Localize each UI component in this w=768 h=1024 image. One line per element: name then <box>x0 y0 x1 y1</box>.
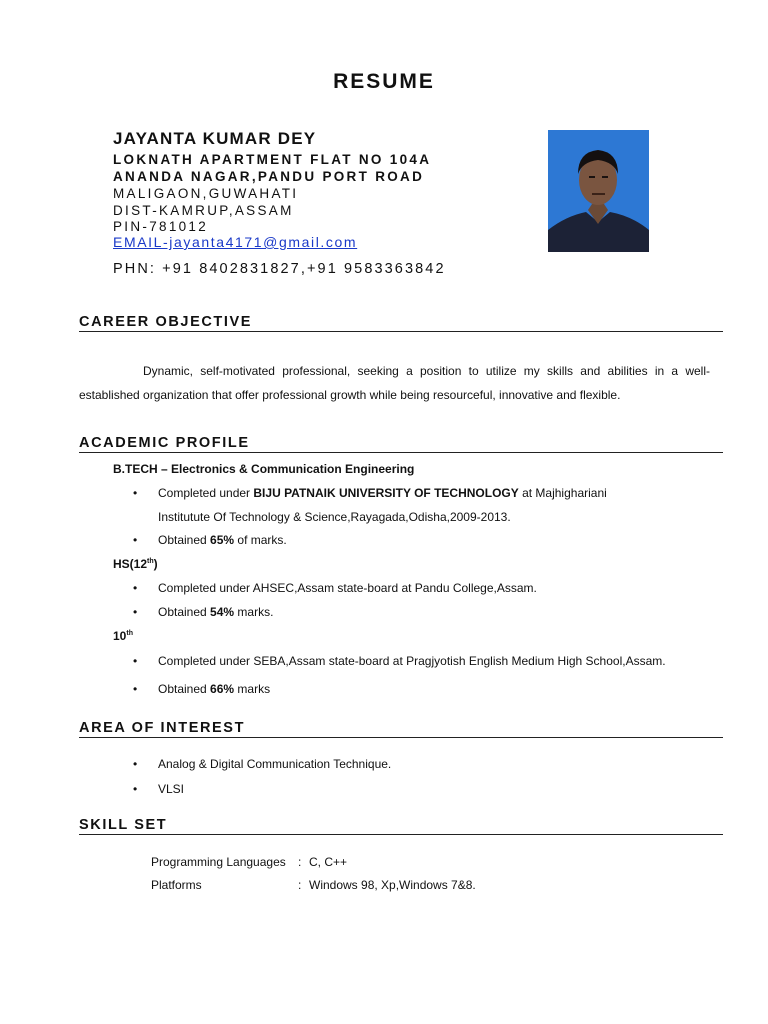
skill-set-heading: SKILL SET <box>79 817 723 835</box>
bullet-glyph: • <box>133 782 138 796</box>
hs-completed: Completed under AHSEC,Assam state-board at Pandu College,Assam. <box>158 581 537 595</box>
interest-item: Analog & Digital Communication Technique. <box>158 757 392 771</box>
email-link[interactable]: EMAIL-jayanta4171@gmail.com <box>113 234 358 250</box>
btech-completed: Completed under BIJU PATNAIK UNIVERSITY OF TECHNOLOGY at Majhighariani <box>158 486 607 500</box>
address-line-2: ANANDA NAGAR,PANDU PORT ROAD <box>113 169 425 184</box>
bullet-glyph: • <box>133 605 138 619</box>
bullet-glyph: • <box>133 581 138 595</box>
career-objective-text: Dynamic, self-motivated professional, seeking a position to utilize my skills and abilities in a well-established organization that offer professional growth while being resourceful, innovative and flexible. <box>79 364 710 402</box>
bullet-glyph: • <box>133 654 138 668</box>
profile-photo <box>548 130 649 252</box>
skill-separator: : <box>298 855 302 869</box>
address-line-3: MALIGAON,GUWAHATI <box>113 186 299 201</box>
skill-separator: : <box>298 878 302 892</box>
tenth-completed: Completed under SEBA,Assam state-board at Pragjyotish English Medium High School,Assam. <box>158 654 666 668</box>
tenth-obtained: Obtained 66% marks <box>158 682 271 696</box>
btech-institute: Institutute Of Technology & Science,Rayagada,Odisha,2009-2013. <box>158 510 511 524</box>
skill-label: Platforms <box>151 878 202 892</box>
btech-obtained: Obtained 65% of marks. <box>158 533 287 547</box>
bullet-glyph: • <box>133 682 138 696</box>
skill-value: Windows 98, Xp,Windows 7&8. <box>309 878 476 892</box>
phone-numbers: PHN: +91 8402831827,+91 9583363842 <box>113 261 446 277</box>
academic-profile-heading: ACADEMIC PROFILE <box>79 435 723 453</box>
university-name: BIJU PATNAIK UNIVERSITY OF TECHNOLOGY <box>253 486 519 500</box>
interest-item: VLSI <box>158 782 185 796</box>
address-line-1: LOKNATH APARTMENT FLAT NO 104A <box>113 152 432 167</box>
career-objective-heading: CAREER OBJECTIVE <box>79 314 723 332</box>
area-of-interest-heading: AREA OF INTEREST <box>79 720 723 738</box>
btech-title: B.TECH – Electronics & Communication Engineering <box>113 462 415 476</box>
pin-code: PIN-781012 <box>113 219 209 234</box>
hs-obtained: Obtained 54% marks. <box>158 605 274 619</box>
bullet-glyph: • <box>133 757 138 771</box>
hs-title: HS(12th) <box>113 557 158 571</box>
tenth-title: 10th <box>113 629 133 643</box>
document-title: RESUME <box>333 70 435 93</box>
address-line-4: DIST-KAMRUP,ASSAM <box>113 203 294 218</box>
candidate-name: JAYANTA KUMAR DEY <box>113 129 317 148</box>
skill-value: C, C++ <box>309 855 348 869</box>
skill-label: Programming Languages <box>151 855 286 869</box>
bullet-glyph: • <box>133 486 138 500</box>
bullet-glyph: • <box>133 533 138 547</box>
